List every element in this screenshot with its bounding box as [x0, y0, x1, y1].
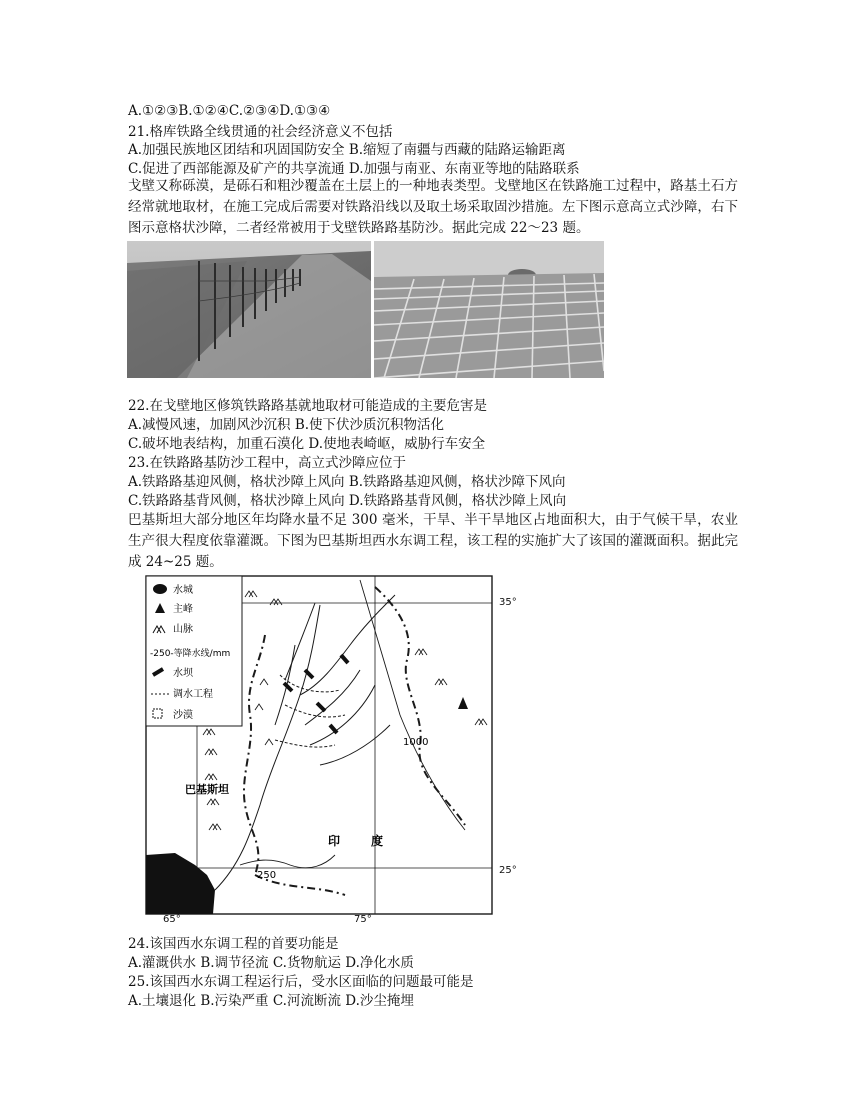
- q24-stem: 24.该国西水东调工程的首要功能是: [128, 936, 339, 952]
- legend-mountain: 山脉: [173, 624, 193, 635]
- q21-stem: 21.格库铁路全线贯通的社会经济意义不包括: [128, 124, 393, 140]
- q24-options: A.灌溉供水 B.调节径流 C.货物航运 D.净化水质: [128, 955, 414, 971]
- label-lat-25: 25°: [499, 865, 517, 876]
- q23-options-ab: A.铁路路基迎风侧，格状沙障上风向 B.铁路路基迎风侧，格状沙障下风向: [128, 474, 566, 490]
- q23-stem: 23.在铁路路基防沙工程中，高立式沙障应位于: [128, 455, 406, 471]
- label-lat-35: 35°: [499, 597, 517, 608]
- q25-stem: 25.该国西水东调工程运行后，受水区面临的问题最可能是: [128, 974, 474, 990]
- q22-stem: 22.在戈壁地区修筑铁路路基就地取材可能造成的主要危害是: [128, 398, 487, 414]
- q21-options-ab: A.加强民族地区团结和巩固国防安全 B.缩短了南疆与西藏的陆路运输距离: [128, 142, 566, 158]
- grid-sand-barrier-photo: [374, 241, 604, 378]
- legend-reservoir: 水城: [173, 585, 193, 596]
- gobi-intro-paragraph: 戈壁又称砾漠，是砾石和粗沙覆盖在土层上的一种地表类型。戈壁地区在铁路施工过程中，路基土石方经常就地取材，在施工完成后需要对铁路沿线以及取土场采取固沙措施。左下图示意高立式沙障，右下图示意格状沙障，二者经常被用于戈壁铁路路基防沙。据此完成 22～23 题。: [128, 178, 738, 236]
- legend-peak: 主峰: [173, 604, 193, 615]
- q25-options: A.土壤退化 B.污染严重 C.河流断流 D.沙尘掩埋: [128, 993, 414, 1009]
- label-isohyet-250: 250: [257, 870, 277, 881]
- legend-transfer: 调水工程: [173, 689, 213, 700]
- label-pakistan: 巴基斯坦: [185, 783, 229, 796]
- q21-options-cd: C.促进了西部能源及矿产的共享流通 D.加强与南亚、东南亚等地的陆路联系: [128, 161, 580, 177]
- q22-options-cd: C.破坏地表结构，加重石漠化 D.使地表崎岖，威胁行车安全: [128, 436, 486, 452]
- label-india-2: 度: [371, 834, 384, 848]
- pakistan-intro-paragraph: 巴基斯坦大部分地区年均降水量不足 300 毫米，干旱、半干旱地区占地面积大，由于气候干旱，农业生产很大程度依靠灌溉。下图为巴基斯坦西水东调工程，该工程的实施扩大了该国的灌溉面积。据此完成 24~25 题。: [128, 512, 738, 570]
- water-transfer-map: [145, 575, 497, 917]
- label-lon-75: 75°: [354, 914, 372, 925]
- label-lon-65: 65°: [163, 914, 181, 925]
- label-india-1: 印: [328, 834, 341, 848]
- q23-options-cd: C.铁路路基背风侧，格状沙障上风向 D.铁路路基背风侧，格状沙障上风向: [128, 493, 567, 509]
- q22-options-ab: A.减慢风速，加剧风沙沉积 B.使下伏沙质沉积物活化: [128, 417, 445, 433]
- high-sand-barrier-photo: [127, 241, 371, 378]
- legend-dam: 水坝: [173, 668, 193, 679]
- legend-desert: 沙漠: [173, 710, 193, 721]
- label-isohyet-1000: 1000: [403, 737, 429, 748]
- q20-options: A.①②③B.①②④C.②③④D.①③④: [128, 103, 331, 119]
- legend-isohyet: -250-等降水线/mm: [150, 649, 231, 659]
